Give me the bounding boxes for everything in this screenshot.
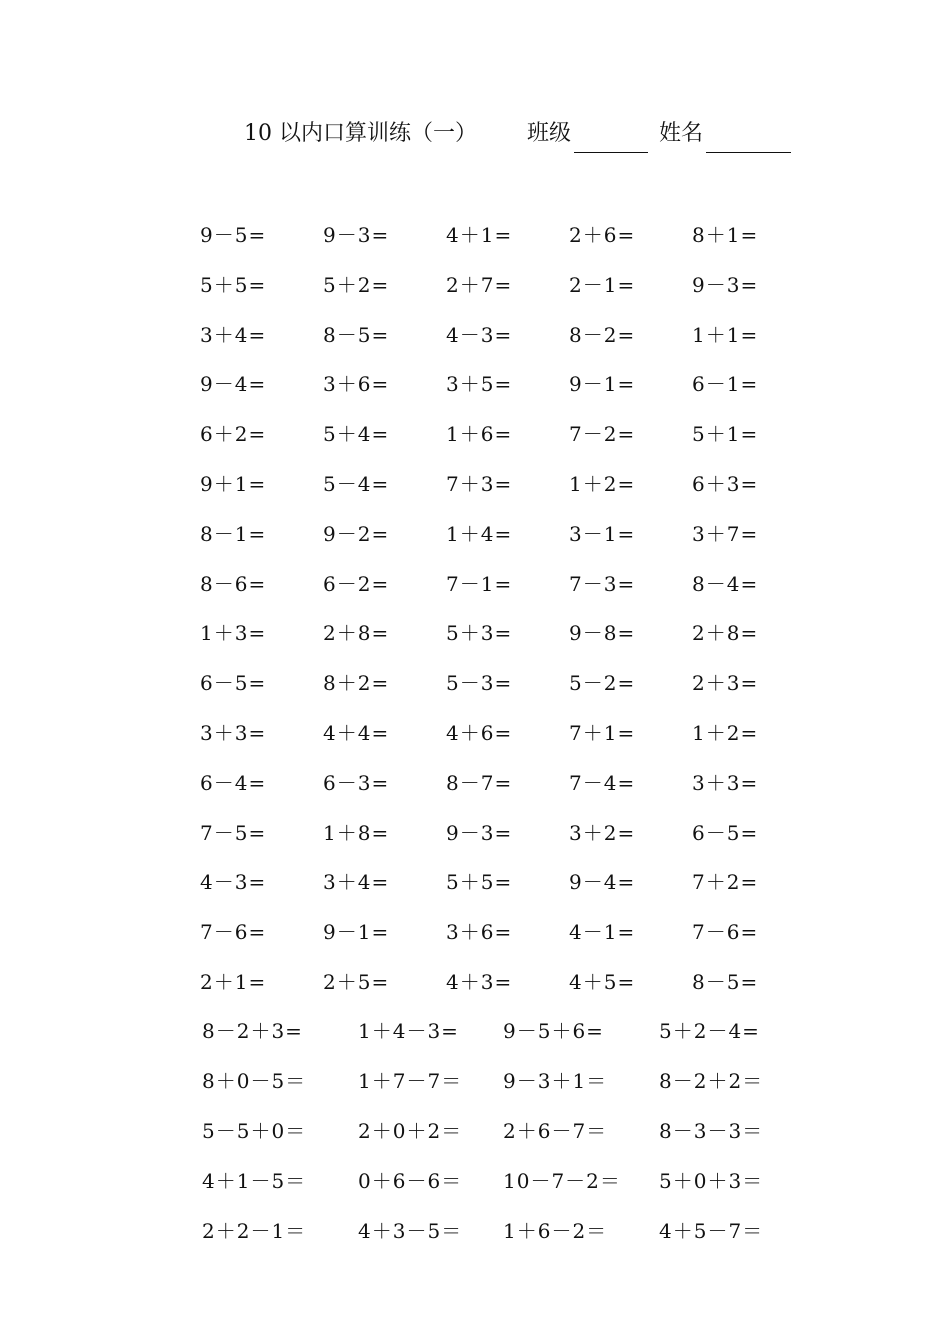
problem-item: 5＋5=: [200, 272, 267, 297]
problem-item: 1＋8=: [323, 820, 390, 845]
mixed-problem-item: 2＋6－7＝: [503, 1119, 608, 1143]
problem-item: 2＋8=: [692, 621, 759, 646]
mixed-problem-item: 4＋5－7＝: [659, 1219, 764, 1243]
problem-item: 3＋7=: [692, 521, 759, 546]
problem-item: 3＋6=: [446, 920, 513, 945]
problem-item: 9－1=: [323, 920, 390, 945]
mixed-problem-item: 0＋6－6＝: [358, 1169, 463, 1193]
mixed-problem-item: 9－5＋6=: [503, 1019, 604, 1043]
problem-item: 4＋3=: [446, 969, 513, 994]
problem-item: 6－5=: [692, 820, 759, 845]
mixed-problem-item: 2＋0＋2＝: [358, 1119, 463, 1143]
problem-item: 7－5=: [200, 820, 267, 845]
problem-item: 9－3=: [446, 820, 513, 845]
class-blank-line: [574, 152, 648, 153]
problem-item: 8－5=: [692, 969, 759, 994]
problem-item: 6－3=: [323, 770, 390, 795]
problem-item: 8－2=: [569, 322, 636, 347]
mixed-problem-item: 4＋3－5＝: [358, 1219, 463, 1243]
problem-item: 7－3=: [569, 571, 636, 596]
problem-item: 9－4=: [200, 372, 267, 397]
problem-item: 3＋4=: [323, 870, 390, 895]
problem-item: 2＋6=: [569, 223, 636, 247]
problem-item: 4＋4=: [323, 720, 390, 745]
problem-item: 3＋6=: [323, 372, 390, 397]
problem-item: 1＋1=: [692, 322, 759, 347]
problem-item: 9－3=: [692, 272, 759, 297]
problem-item: 7－4=: [569, 770, 636, 795]
problem-item: 3＋3=: [692, 770, 759, 795]
mixed-problem-item: 9－3＋1＝: [503, 1069, 608, 1093]
problem-item: 7＋2=: [692, 870, 759, 895]
mixed-problem-item: 8＋0－5＝: [202, 1069, 307, 1093]
problem-item: 9＋1=: [200, 471, 267, 496]
problem-item: 5＋2=: [323, 272, 390, 297]
problem-item: 6＋3=: [692, 471, 759, 496]
problem-item: 2＋5=: [323, 969, 390, 994]
problem-item: 2＋8=: [323, 621, 390, 646]
name-label: 姓名: [659, 121, 704, 146]
problem-item: 3＋2=: [569, 820, 636, 845]
mixed-problem-item: 1＋4－3=: [358, 1019, 459, 1043]
problem-item: 4－3=: [446, 322, 513, 347]
problem-item: 6－4=: [200, 770, 267, 795]
mixed-problem-item: 5＋0＋3＝: [659, 1169, 764, 1193]
simple-problems-grid: [200, 220, 820, 1017]
problem-item: 5－4=: [323, 471, 390, 496]
problem-item: 7－6=: [692, 920, 759, 945]
problem-item: 3＋4=: [200, 322, 267, 347]
mixed-problem-item: 8－3－3＝: [659, 1119, 764, 1143]
mixed-problem-item: 4＋1－5＝: [202, 1169, 307, 1193]
problem-item: 6－5=: [200, 671, 267, 696]
problem-item: 4＋6=: [446, 720, 513, 745]
problem-item: 2－1=: [569, 272, 636, 297]
problem-item: 8＋1=: [692, 223, 759, 247]
problem-item: 8－1=: [200, 521, 267, 546]
problem-item: 2＋1=: [200, 969, 267, 994]
mixed-problems-grid: [202, 1016, 822, 1266]
problem-item: 3＋5=: [446, 372, 513, 397]
problem-item: 9－4=: [569, 870, 636, 895]
problem-item: 4－1=: [569, 920, 636, 945]
problem-item: 5＋4=: [323, 422, 390, 447]
problem-item: 6－2=: [323, 571, 390, 596]
problem-item: 8－6=: [200, 571, 267, 596]
problem-item: 5－2=: [569, 671, 636, 696]
problem-item: 7－1=: [446, 571, 513, 596]
name-blank-line: [706, 152, 791, 153]
problem-item: 8－7=: [446, 770, 513, 795]
problem-item: 6＋2=: [200, 422, 267, 447]
problem-item: 2＋7=: [446, 272, 513, 297]
problem-item: 9－1=: [569, 372, 636, 397]
mixed-problem-item: 5－5＋0＝: [202, 1119, 307, 1143]
problem-item: 5－3=: [446, 671, 513, 696]
problem-item: 4＋5=: [569, 969, 636, 994]
problem-item: 5＋1=: [692, 422, 759, 447]
problem-item: 4＋1=: [446, 223, 513, 247]
problem-item: 6－1=: [692, 372, 759, 397]
problem-item: 1＋6=: [446, 422, 513, 447]
mixed-problem-item: 8－2＋2＝: [659, 1069, 764, 1093]
problem-item: 8＋2=: [323, 671, 390, 696]
problem-item: 1＋4=: [446, 521, 513, 546]
problem-item: 7－6=: [200, 920, 267, 945]
problem-item: 5＋5=: [446, 870, 513, 895]
problem-item: 9－5=: [200, 223, 267, 247]
problem-item: 3＋3=: [200, 720, 267, 745]
problem-item: 8－4=: [692, 571, 759, 596]
problem-item: 1＋3=: [200, 621, 267, 646]
problem-item: 2＋3=: [692, 671, 759, 696]
problem-item: 8－5=: [323, 322, 390, 347]
problem-item: 7－2=: [569, 422, 636, 447]
problem-item: 5＋3=: [446, 621, 513, 646]
mixed-problem-item: 8－2＋3=: [202, 1019, 303, 1043]
problem-item: 7＋1=: [569, 720, 636, 745]
problem-item: 9－3=: [323, 223, 390, 247]
mixed-problem-item: 5＋2－4=: [659, 1019, 760, 1043]
problem-item: 1＋2=: [569, 471, 636, 496]
problem-item: 4－3=: [200, 870, 267, 895]
problem-item: 9－2=: [323, 521, 390, 546]
problem-item: 9－8=: [569, 621, 636, 646]
problem-item: 3－1=: [569, 521, 636, 546]
problem-item: 7＋3=: [446, 471, 513, 496]
worksheet-title: 10 以内口算训练（一）: [244, 121, 477, 146]
mixed-problem-item: 1＋7－7＝: [358, 1069, 463, 1093]
mixed-problem-item: 1＋6－2＝: [503, 1219, 608, 1243]
problem-item: 1＋2=: [692, 720, 759, 745]
mixed-problem-item: 2＋2－1＝: [202, 1219, 307, 1243]
class-label: 班级: [527, 121, 572, 146]
mixed-problem-item: 10－7－2＝: [503, 1169, 621, 1193]
